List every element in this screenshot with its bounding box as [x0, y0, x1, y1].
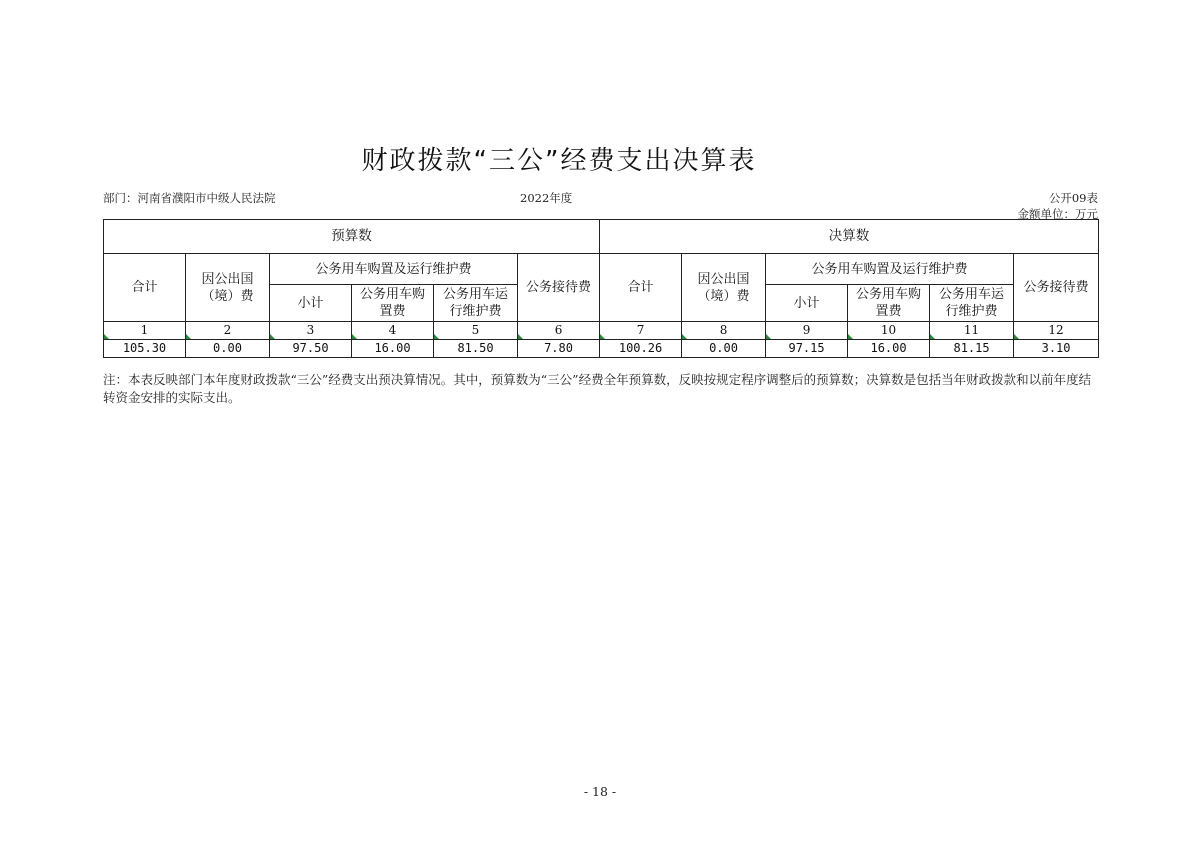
value-cell: 7.80 — [518, 340, 600, 358]
table-index-row — [104, 322, 1099, 340]
table-group-row — [104, 220, 1099, 254]
final-purchase-header: 公务用车购 置费 — [848, 285, 930, 322]
index-cell: 6 — [518, 322, 600, 340]
department-label: 部门：河南省濮阳市中级人民法院 — [103, 191, 276, 205]
final-operation-header: 公务用车运 行维护费 — [930, 285, 1014, 322]
budget-subtotal-header: 小计 — [270, 285, 352, 322]
table-header-row — [104, 254, 1099, 285]
budget-vehicle-header: 公务用车购置及运行维护费 — [270, 254, 518, 285]
index-cell: 3 — [270, 322, 352, 340]
value-cell: 3.10 — [1014, 340, 1099, 358]
index-cell: 2 — [186, 322, 270, 340]
budget-operation-header: 公务用车运 行维护费 — [434, 285, 518, 322]
final-group-header: 决算数 — [600, 220, 1099, 254]
page-title: 财政拨款“三公”经费支出决算表 — [361, 146, 757, 176]
budget-total-header: 合计 — [104, 254, 186, 322]
budget-abroad-header: 因公出国 （境）费 — [186, 254, 270, 322]
page-number: - 18 - — [583, 784, 617, 799]
index-cell: 10 — [848, 322, 930, 340]
value-cell: 0.00 — [682, 340, 766, 358]
value-cell: 16.00 — [848, 340, 930, 358]
value-cell: 0.00 — [186, 340, 270, 358]
final-abroad-header: 因公出国 （境）费 — [682, 254, 766, 322]
expenditure-table — [103, 219, 1099, 358]
form-number: 公开09表 — [1048, 191, 1098, 205]
value-cell: 16.00 — [352, 340, 434, 358]
budget-purchase-header: 公务用车购 置费 — [352, 285, 434, 322]
index-cell: 8 — [682, 322, 766, 340]
value-cell: 97.15 — [766, 340, 848, 358]
index-cell: 11 — [930, 322, 1014, 340]
final-subtotal-header: 小计 — [766, 285, 848, 322]
budget-group-header: 预算数 — [104, 220, 600, 254]
value-cell: 81.50 — [434, 340, 518, 358]
index-cell: 1 — [104, 322, 186, 340]
final-vehicle-header: 公务用车购置及运行维护费 — [766, 254, 1014, 285]
value-cell: 81.15 — [930, 340, 1014, 358]
value-cell: 100.26 — [600, 340, 682, 358]
index-cell: 4 — [352, 322, 434, 340]
budget-reception-header: 公务接待费 — [518, 254, 600, 322]
index-cell: 12 — [1014, 322, 1099, 340]
table-note: 注：本表反映部门本年度财政拨款“三公”经费支出预决算情况。其中，预算数为“三公”经费全年预算数，反映按规定程序调整后的预算数；决算数是包括当年财政拨款和以前年度结转资金安排的实际支出。 — [103, 372, 1092, 405]
value-cell: 105.30 — [104, 340, 186, 358]
index-cell: 5 — [434, 322, 518, 340]
amount-unit: 金额单位：万元 — [1017, 207, 1098, 221]
table-value-row — [104, 340, 1099, 358]
value-cell: 97.50 — [270, 340, 352, 358]
final-total-header: 合计 — [600, 254, 682, 322]
index-cell: 7 — [600, 322, 682, 340]
final-reception-header: 公务接待费 — [1014, 254, 1099, 322]
year-label: 2022年度 — [520, 191, 573, 205]
index-cell: 9 — [766, 322, 848, 340]
